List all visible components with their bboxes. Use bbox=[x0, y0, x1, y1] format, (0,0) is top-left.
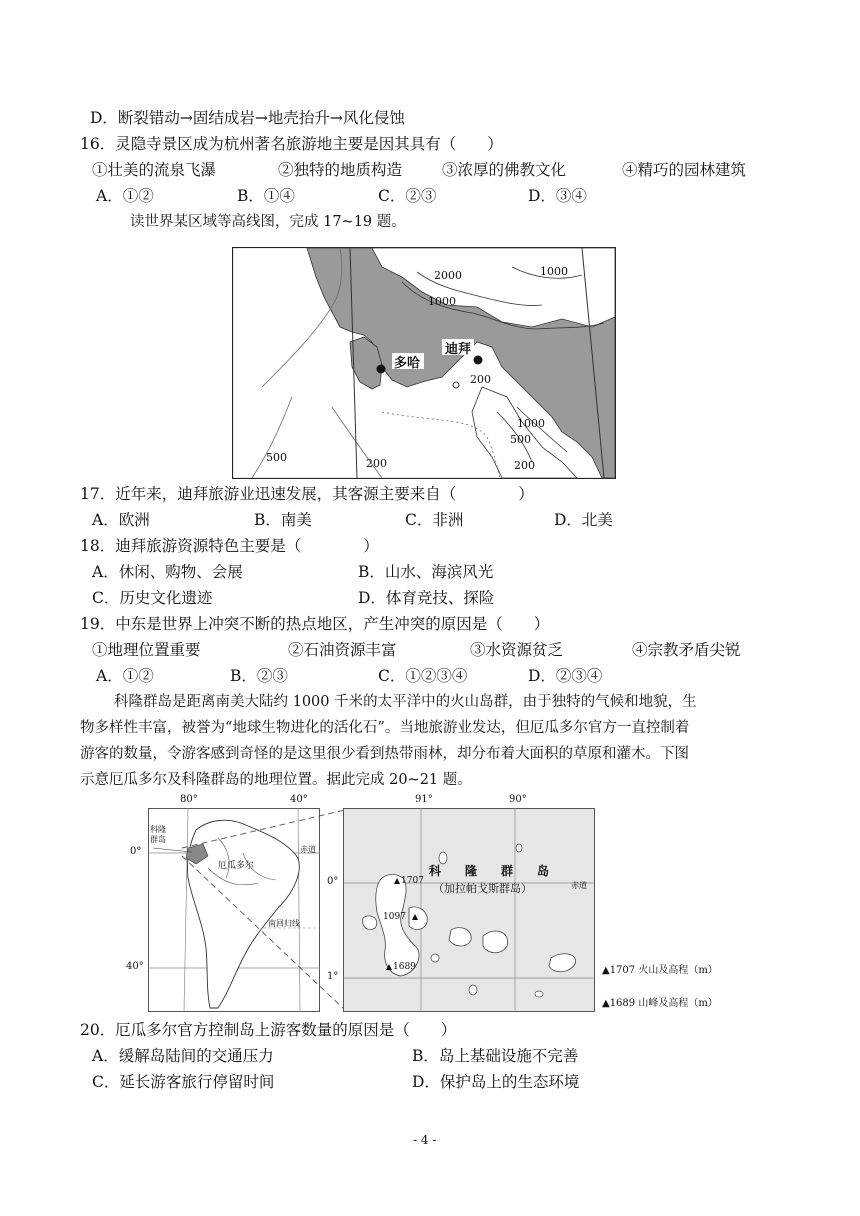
contour-2000: 2000 bbox=[434, 269, 462, 282]
contour-200-b: 200 bbox=[366, 457, 387, 470]
q19-option-d: D．②③④ bbox=[528, 667, 603, 685]
q17-stem: 17．近年来，迪拜旅游业迅速发展，其客源主要来自（ ） bbox=[80, 485, 534, 503]
q17-option-b: B．南美 bbox=[254, 511, 312, 529]
label-tropic: 南回归线 bbox=[268, 919, 300, 928]
label-lat-40: 40° bbox=[126, 961, 144, 972]
label-peak-1097: 1097 bbox=[383, 912, 406, 922]
q19-statement-4: ④宗教矛盾尖锐 bbox=[632, 641, 741, 659]
galapagos-map bbox=[327, 794, 595, 1012]
q19-option-b: B．②③ bbox=[230, 667, 288, 685]
label-islands-left-2: 群岛 bbox=[150, 835, 166, 844]
label-galapagos-subtitle: （加拉帕戈斯群岛） bbox=[433, 882, 532, 895]
q20-option-c: C．延长游客旅行停留时间 bbox=[92, 1073, 275, 1091]
zoom-connector-lines bbox=[160, 808, 350, 1012]
q20-option-a: A．缓解岛陆间的交通压力 bbox=[92, 1047, 274, 1065]
q16-option-c: C．②③ bbox=[378, 187, 437, 205]
label-lon-40: 40° bbox=[290, 794, 308, 805]
intro-17-19: 读世界某区域等高线图，完成 17~19 题。 bbox=[130, 214, 406, 230]
label-lon-90: 90° bbox=[509, 794, 527, 805]
q17-option-c: C．非洲 bbox=[405, 511, 464, 529]
label-dubai: 迪拜 bbox=[445, 342, 472, 357]
q18-option-d: D．体育竞技、探险 bbox=[358, 589, 495, 607]
q17-option-d: D．北美 bbox=[554, 511, 613, 529]
legend-volcano: ▲1707 火山及高程（m） bbox=[602, 965, 718, 976]
q15-option-d: D．断裂错动→固结成岩→地壳抬升→风化侵蚀 bbox=[90, 109, 405, 127]
legend-peak: ▲1689 山峰及高程（m） bbox=[602, 998, 718, 1009]
contour-1000-b: 1000 bbox=[428, 295, 456, 308]
label-ecuador: 厄瓜多尔 bbox=[218, 861, 255, 871]
q16-option-d: D．③④ bbox=[528, 187, 587, 205]
q16-stem: 16．灵隐寺景区成为杭州著名旅游地主要是因其具有（ ） bbox=[80, 135, 503, 153]
q19-option-a: A．①② bbox=[96, 667, 154, 685]
q16-statement-3: ③浓厚的佛教文化 bbox=[442, 161, 567, 179]
label-equator-left: 赤道 bbox=[300, 845, 316, 854]
passage-line-2: 物多样性丰富，被誉为“地球生物进化的活化石”。当地旅游业发达，但厄瓜多尔官方一直控制着 bbox=[80, 720, 690, 736]
passage-line-4: 示意厄瓜多尔及科隆群岛的地理位置。据此完成 20~21 题。 bbox=[80, 772, 472, 788]
contour-500-a: 500 bbox=[266, 451, 287, 464]
passage-line-3: 游客的数量，令游客感到奇怪的是这里很少看到热带雨林，却分布着大面积的草原和灌木。下图 bbox=[80, 746, 689, 762]
label-lon-80: 80° bbox=[180, 794, 198, 805]
q20-stem: 20．厄瓜多尔官方控制岛上游客数量的原因是（ ） bbox=[80, 1021, 457, 1039]
contour-1000-c: 1000 bbox=[517, 417, 545, 430]
q19-statement-3: ③水资源贫乏 bbox=[470, 641, 564, 659]
contour-200-c: 200 bbox=[514, 459, 535, 472]
q19-option-c: C．①②③④ bbox=[378, 667, 468, 685]
contour-map bbox=[232, 247, 616, 479]
q20-option-b: B．岛上基础设施不完善 bbox=[412, 1047, 579, 1065]
page-number: - 4 - bbox=[413, 1133, 437, 1147]
passage-line-1: 科隆群岛是距离南美大陆约 1000 千米的太平洋中的火山岛群，由于独特的气候和地貌，生 bbox=[114, 694, 697, 710]
label-islands-left: 科隆 bbox=[150, 825, 166, 834]
label-peak-1707: 1707 bbox=[401, 876, 424, 886]
label-lat-1: 1° bbox=[327, 971, 339, 982]
label-lat-0-right: 0° bbox=[327, 876, 339, 887]
label-galapagos-title: 科 隆 群 岛 bbox=[429, 864, 550, 878]
label-lon-91: 91° bbox=[415, 794, 433, 805]
q18-option-a: A．休闲、购物、会展 bbox=[92, 563, 243, 581]
label-doha: 多哈 bbox=[394, 356, 421, 371]
q16-option-b: B．①④ bbox=[237, 187, 295, 205]
q16-statement-2: ②独特的地质构造 bbox=[278, 161, 403, 179]
contour-500-b: 500 bbox=[510, 433, 531, 446]
contour-200-a: 200 bbox=[470, 373, 491, 386]
q16-option-a: A．①② bbox=[96, 187, 154, 205]
q16-statement-1: ①壮美的流泉飞瀑 bbox=[92, 161, 217, 179]
q19-statement-2: ②石油资源丰富 bbox=[288, 641, 397, 659]
q16-statement-4: ④精巧的园林建筑 bbox=[622, 161, 747, 179]
q17-option-a: A．欧洲 bbox=[92, 511, 150, 529]
q19-statement-1: ①地理位置重要 bbox=[92, 641, 201, 659]
label-lat-0: 0° bbox=[130, 846, 142, 857]
label-equator-right: 赤道 bbox=[571, 881, 587, 890]
label-peak-1689: 1689 bbox=[393, 962, 416, 972]
q20-option-d: D．保护岛上的生态环境 bbox=[412, 1073, 580, 1091]
q18-option-c: C．历史文化遗迹 bbox=[92, 589, 213, 607]
q19-stem: 19．中东是世界上冲突不断的热点地区，产生冲突的原因是（ ） bbox=[80, 615, 550, 633]
q18-option-b: B．山水、海滨风光 bbox=[358, 563, 494, 581]
q18-stem: 18．迪拜旅游资源特色主要是（ ） bbox=[80, 537, 379, 555]
contour-1000-a: 1000 bbox=[540, 265, 568, 278]
